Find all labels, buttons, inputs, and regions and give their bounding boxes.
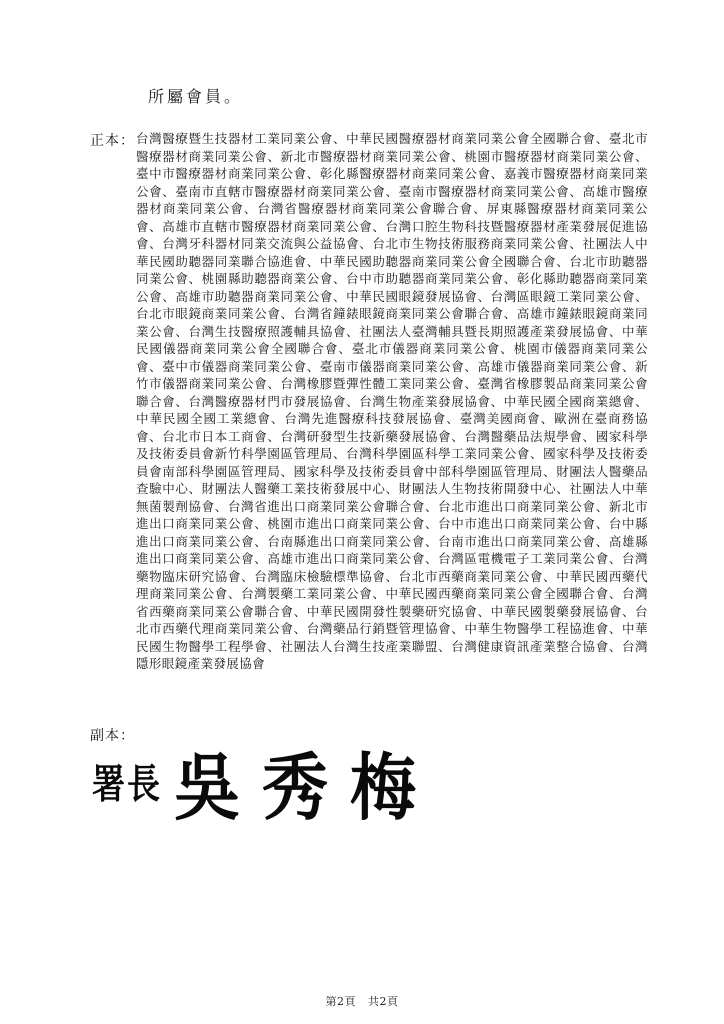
signature-title: 署長 <box>92 760 162 807</box>
signature-stamp <box>92 738 438 830</box>
cc-label: 副本： <box>90 728 135 744</box>
signature-name: 吳秀梅 <box>174 744 438 830</box>
main-recipient-label: 正本： <box>90 133 135 149</box>
page-total: 共2頁 <box>368 995 399 1008</box>
page-number: 第2頁 <box>325 995 356 1008</box>
page-footer <box>0 993 724 1009</box>
closing-line: 所屬會員。 <box>148 87 244 106</box>
main-recipient-list: 台灣醫療暨生技器材工業同業公會、中華民國醫療器材商業同業公會全國聯合會、臺北市醫療器材商業同業公會、新北市醫療器材商業同業公會、桃園市醫療器材商業同業公會、臺中市醫療器材商業同業公會、彰化縣醫療器材商業同業公會、嘉義市醫療器材商業同業公會、臺南市直轄市醫療器材商業同業公會、臺南市醫療器材商業同業公會、高雄市醫療器材商業同業公會、台灣省醫療器材商業同業公會聯合會、屏東縣醫療器材商業同業公會、高雄市直轄市醫療器材商業同業公會、台灣口腔生物科技暨醫療器材產業發展促進協會、台灣牙科器材同業交流與公益協會、台北市生物技術服務商業同業公會、社團法人中華民國助聽器同業聯合協進會、中華民國助聽器商業同業公會全國聯合會、台北市助聽器同業公會、桃園縣助聽器商業公會、台中市助聽器商業同業公會、彰化縣助聽器商業同業公會、高雄市助聽器商業同業公會、中華民國眼鏡發展協會、台灣區眼鏡工業同業公會、台北市眼鏡商業同業公會、台灣省鐘錶眼鏡商業同業公會聯合會、高雄市鐘錶眼鏡商業同業公會、台灣生技醫療照護輔具協會、社團法人臺灣輔具暨長期照護產業發展協會、中華民國儀器商業同業公會全國聯合會、臺北市儀器商業同業公會、桃園市儀器商業同業公會、臺中市儀器商業同業公會、臺南市儀器商業同業公會、高雄市儀器商業同業公會、新竹市儀器商業同業公會、台灣橡膠暨彈性體工業同業公會、臺灣省橡膠製品商業同業公會聯合會、台灣醫療器材門市發展協會、台灣生物產業發展協會、中華民國全國商業總會、中華民國全國工業總會、台灣先進醫療科技發展協會、臺灣美國商會、歐洲在臺商務協會、台北市日本工商會、台灣研發型生技新藥發展協會、台灣醫藥品法規學會、國家科學及技術委員會新竹科學園區管理局、台灣科學園區科學工業同業公會、國家科學及技術委員會南部科學園區管理局、國家科學及技術委員會中部科學園區管理局、財團法人醫藥品查驗中心、財團法人醫藥工業技術發展中心、財團法人生物技術開發中心、社團法人中華無菌製劑協會、台灣省進出口商業同業公會聯合會、台北市進出口商業同業公會、新北市進出口商業同業公會、桃園市進出口商業同業公會、台中市進出口商業同業公會、台中縣進出口商業同業公會、台南縣進出口商業同業公會、台南市進出口商業同業公會、高雄縣進出口商業同業公會、高雄市進出口商業同業公會、台灣區電機電子工業同業公會、台灣藥物臨床研究協會、台灣臨床檢驗標準協會、台北市西藥商業同業公會、中華民國西藥代理商業同業公會、台灣製藥工業同業公會、中華民國西藥商業同業公會全國聯合會、台灣省西藥商業同業公會聯合會、中華民國開發性製藥研究協會、中華民國製藥發展協會、台北市西藥代理商業同業公會、台灣藥品行銷暨管理協會、中華生物醫學工程協進會、中華民國生物醫學工程學會、社團法人台灣生技產業聯盟、台灣健康資訊產業整合協會、台灣隱形眼鏡產業發展協會 <box>136 131 648 671</box>
